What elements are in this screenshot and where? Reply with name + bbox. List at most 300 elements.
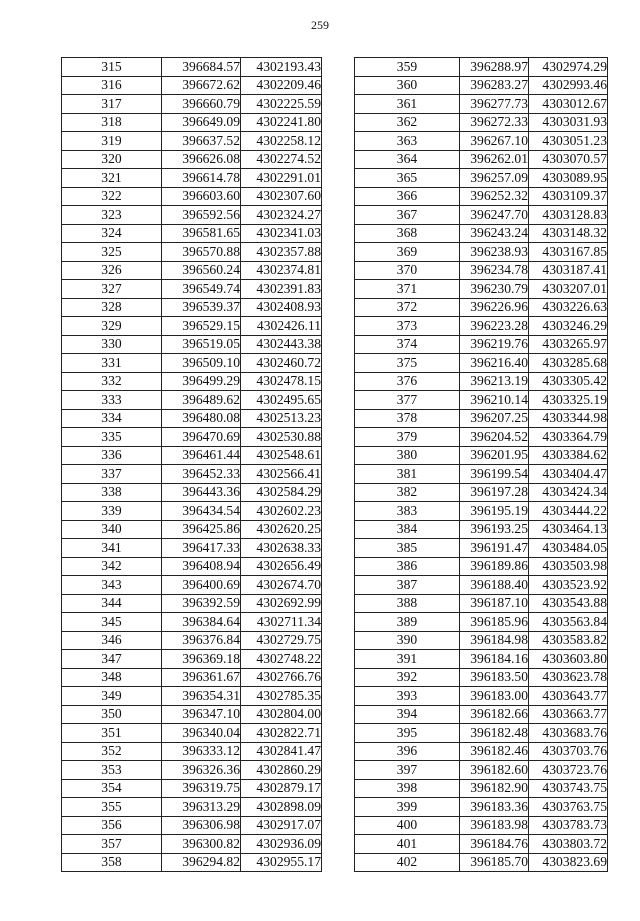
point-number-cell: 319 <box>62 132 162 151</box>
y-coordinate-cell: 4302460.72 <box>241 354 322 373</box>
table-row <box>355 58 608 77</box>
point-number-cell: 394 <box>355 705 460 724</box>
x-coordinate-cell: 396384.64 <box>162 613 241 632</box>
x-coordinate-cell: 396199.54 <box>460 465 529 484</box>
x-coordinate-cell: 396434.54 <box>162 502 241 521</box>
table-row <box>62 335 322 354</box>
point-number-cell: 375 <box>355 354 460 373</box>
x-coordinate-cell: 396257.09 <box>460 169 529 188</box>
table-row <box>355 724 608 743</box>
point-number-cell: 337 <box>62 465 162 484</box>
table-row <box>62 520 322 539</box>
point-number-cell: 384 <box>355 520 460 539</box>
y-coordinate-cell: 4303603.80 <box>529 650 608 669</box>
x-coordinate-cell: 396238.93 <box>460 243 529 262</box>
x-coordinate-cell: 396191.47 <box>460 539 529 558</box>
point-number-cell: 328 <box>62 298 162 317</box>
y-coordinate-cell: 4302241.80 <box>241 113 322 132</box>
x-coordinate-cell: 396185.70 <box>460 853 529 872</box>
point-number-cell: 372 <box>355 298 460 317</box>
table-row <box>355 853 608 872</box>
y-coordinate-cell: 4303763.75 <box>529 798 608 817</box>
y-coordinate-cell: 4303643.77 <box>529 687 608 706</box>
point-number-cell: 322 <box>62 187 162 206</box>
x-coordinate-cell: 396213.19 <box>460 372 529 391</box>
table-row <box>62 853 322 872</box>
y-coordinate-cell: 4302443.38 <box>241 335 322 354</box>
point-number-cell: 333 <box>62 391 162 410</box>
point-number-cell: 398 <box>355 779 460 798</box>
point-number-cell: 377 <box>355 391 460 410</box>
x-coordinate-cell: 396581.65 <box>162 224 241 243</box>
x-coordinate-cell: 396184.16 <box>460 650 529 669</box>
x-coordinate-cell: 396182.90 <box>460 779 529 798</box>
x-coordinate-cell: 396183.36 <box>460 798 529 817</box>
y-coordinate-cell: 4302584.29 <box>241 483 322 502</box>
x-coordinate-cell: 396184.76 <box>460 835 529 854</box>
x-coordinate-cell: 396182.60 <box>460 761 529 780</box>
table-row <box>62 95 322 114</box>
table-row <box>355 798 608 817</box>
y-coordinate-cell: 4302936.09 <box>241 835 322 854</box>
x-coordinate-cell: 396189.86 <box>460 557 529 576</box>
y-coordinate-cell: 4302602.23 <box>241 502 322 521</box>
table-row <box>62 113 322 132</box>
table-row <box>355 761 608 780</box>
x-coordinate-cell: 396452.33 <box>162 465 241 484</box>
point-number-cell: 329 <box>62 317 162 336</box>
point-number-cell: 326 <box>62 261 162 280</box>
coordinate-table-right <box>354 57 608 872</box>
y-coordinate-cell: 4303285.68 <box>529 354 608 373</box>
x-coordinate-cell: 396347.10 <box>162 705 241 724</box>
point-number-cell: 357 <box>62 835 162 854</box>
table-row <box>355 613 608 632</box>
point-number-cell: 392 <box>355 668 460 687</box>
point-number-cell: 399 <box>355 798 460 817</box>
point-number-cell: 387 <box>355 576 460 595</box>
y-coordinate-cell: 4303344.98 <box>529 409 608 428</box>
table-row <box>355 650 608 669</box>
y-coordinate-cell: 4303523.92 <box>529 576 608 595</box>
table-row <box>62 761 322 780</box>
point-number-cell: 353 <box>62 761 162 780</box>
table-row <box>355 76 608 95</box>
x-coordinate-cell: 396417.33 <box>162 539 241 558</box>
point-number-cell: 331 <box>62 354 162 373</box>
y-coordinate-cell: 4302620.25 <box>241 520 322 539</box>
y-coordinate-cell: 4302374.81 <box>241 261 322 280</box>
x-coordinate-cell: 396277.73 <box>460 95 529 114</box>
point-number-cell: 347 <box>62 650 162 669</box>
y-coordinate-cell: 4303623.78 <box>529 668 608 687</box>
y-coordinate-cell: 4302879.17 <box>241 779 322 798</box>
point-number-cell: 361 <box>355 95 460 114</box>
point-number-cell: 351 <box>62 724 162 743</box>
y-coordinate-cell: 4303051.23 <box>529 132 608 151</box>
x-coordinate-cell: 396637.52 <box>162 132 241 151</box>
y-coordinate-cell: 4302841.47 <box>241 742 322 761</box>
table-row <box>62 483 322 502</box>
x-coordinate-cell: 396283.27 <box>460 76 529 95</box>
x-coordinate-cell: 396216.40 <box>460 354 529 373</box>
x-coordinate-cell: 396361.67 <box>162 668 241 687</box>
table-row <box>62 631 322 650</box>
y-coordinate-cell: 4302530.88 <box>241 428 322 447</box>
x-coordinate-cell: 396182.66 <box>460 705 529 724</box>
table-row <box>355 95 608 114</box>
point-number-cell: 332 <box>62 372 162 391</box>
x-coordinate-cell: 396219.76 <box>460 335 529 354</box>
table-row <box>355 816 608 835</box>
table-row <box>355 705 608 724</box>
x-coordinate-cell: 396539.37 <box>162 298 241 317</box>
point-number-cell: 352 <box>62 742 162 761</box>
x-coordinate-cell: 396529.15 <box>162 317 241 336</box>
point-number-cell: 365 <box>355 169 460 188</box>
point-number-cell: 391 <box>355 650 460 669</box>
table-row <box>62 409 322 428</box>
point-number-cell: 348 <box>62 668 162 687</box>
table-row <box>355 502 608 521</box>
point-number-cell: 380 <box>355 446 460 465</box>
point-number-cell: 378 <box>355 409 460 428</box>
y-coordinate-cell: 4303031.93 <box>529 113 608 132</box>
point-number-cell: 402 <box>355 853 460 872</box>
table-row <box>355 298 608 317</box>
table-row <box>355 317 608 336</box>
y-coordinate-cell: 4303089.95 <box>529 169 608 188</box>
y-coordinate-cell: 4303246.29 <box>529 317 608 336</box>
table-row <box>355 169 608 188</box>
x-coordinate-cell: 396549.74 <box>162 280 241 299</box>
table-row <box>355 557 608 576</box>
table-row <box>62 243 322 262</box>
table-row <box>62 816 322 835</box>
y-coordinate-cell: 4302955.17 <box>241 853 322 872</box>
point-number-cell: 323 <box>62 206 162 225</box>
point-number-cell: 354 <box>62 779 162 798</box>
x-coordinate-cell: 396272.33 <box>460 113 529 132</box>
x-coordinate-cell: 396570.88 <box>162 243 241 262</box>
y-coordinate-cell: 4303783.73 <box>529 816 608 835</box>
x-coordinate-cell: 396288.97 <box>460 58 529 77</box>
y-coordinate-cell: 4302748.22 <box>241 650 322 669</box>
x-coordinate-cell: 396262.01 <box>460 150 529 169</box>
x-coordinate-cell: 396369.18 <box>162 650 241 669</box>
y-coordinate-cell: 4303663.77 <box>529 705 608 724</box>
y-coordinate-cell: 4303543.88 <box>529 594 608 613</box>
x-coordinate-cell: 396183.98 <box>460 816 529 835</box>
point-number-cell: 379 <box>355 428 460 447</box>
y-coordinate-cell: 4302513.23 <box>241 409 322 428</box>
x-coordinate-cell: 396319.75 <box>162 779 241 798</box>
point-number-cell: 342 <box>62 557 162 576</box>
y-coordinate-cell: 4302258.12 <box>241 132 322 151</box>
table-row <box>355 668 608 687</box>
y-coordinate-cell: 4302656.49 <box>241 557 322 576</box>
point-number-cell: 346 <box>62 631 162 650</box>
point-number-cell: 368 <box>355 224 460 243</box>
x-coordinate-cell: 396182.48 <box>460 724 529 743</box>
x-coordinate-cell: 396461.44 <box>162 446 241 465</box>
table-row <box>355 446 608 465</box>
y-coordinate-cell: 4302495.65 <box>241 391 322 410</box>
point-number-cell: 321 <box>62 169 162 188</box>
y-coordinate-cell: 4302822.71 <box>241 724 322 743</box>
table-row <box>62 224 322 243</box>
point-number-cell: 340 <box>62 520 162 539</box>
y-coordinate-cell: 4302638.33 <box>241 539 322 558</box>
x-coordinate-cell: 396187.10 <box>460 594 529 613</box>
x-coordinate-cell: 396326.36 <box>162 761 241 780</box>
y-coordinate-cell: 4302548.61 <box>241 446 322 465</box>
point-number-cell: 360 <box>355 76 460 95</box>
point-number-cell: 349 <box>62 687 162 706</box>
x-coordinate-cell: 396185.96 <box>460 613 529 632</box>
y-coordinate-cell: 4303167.85 <box>529 243 608 262</box>
point-number-cell: 339 <box>62 502 162 521</box>
y-coordinate-cell: 4303503.98 <box>529 557 608 576</box>
table-row <box>355 594 608 613</box>
y-coordinate-cell: 4303683.76 <box>529 724 608 743</box>
table-row <box>355 742 608 761</box>
table-row <box>355 372 608 391</box>
table-row <box>62 557 322 576</box>
table-row <box>355 631 608 650</box>
point-number-cell: 320 <box>62 150 162 169</box>
y-coordinate-cell: 4303207.01 <box>529 280 608 299</box>
point-number-cell: 327 <box>62 280 162 299</box>
x-coordinate-cell: 396184.98 <box>460 631 529 650</box>
table-row <box>62 58 322 77</box>
point-number-cell: 366 <box>355 187 460 206</box>
table-row <box>355 409 608 428</box>
table-row <box>62 650 322 669</box>
x-coordinate-cell: 396234.78 <box>460 261 529 280</box>
y-coordinate-cell: 4302729.75 <box>241 631 322 650</box>
table-row <box>62 502 322 521</box>
y-coordinate-cell: 4302225.59 <box>241 95 322 114</box>
x-coordinate-cell: 396195.19 <box>460 502 529 521</box>
y-coordinate-cell: 4302993.46 <box>529 76 608 95</box>
x-coordinate-cell: 396519.05 <box>162 335 241 354</box>
x-coordinate-cell: 396226.96 <box>460 298 529 317</box>
table-row <box>62 742 322 761</box>
table-row <box>355 687 608 706</box>
point-number-cell: 401 <box>355 835 460 854</box>
y-coordinate-cell: 4303424.34 <box>529 483 608 502</box>
point-number-cell: 341 <box>62 539 162 558</box>
coordinate-table-left <box>61 57 322 872</box>
point-number-cell: 376 <box>355 372 460 391</box>
table-row <box>355 187 608 206</box>
y-coordinate-cell: 4303364.79 <box>529 428 608 447</box>
y-coordinate-cell: 4303703.76 <box>529 742 608 761</box>
x-coordinate-cell: 396188.40 <box>460 576 529 595</box>
x-coordinate-cell: 396252.32 <box>460 187 529 206</box>
point-number-cell: 344 <box>62 594 162 613</box>
table-row <box>62 594 322 613</box>
x-coordinate-cell: 396201.95 <box>460 446 529 465</box>
table-row <box>355 261 608 280</box>
point-number-cell: 374 <box>355 335 460 354</box>
x-coordinate-cell: 396392.59 <box>162 594 241 613</box>
table-row <box>355 150 608 169</box>
point-number-cell: 345 <box>62 613 162 632</box>
point-number-cell: 325 <box>62 243 162 262</box>
y-coordinate-cell: 4302193.43 <box>241 58 322 77</box>
x-coordinate-cell: 396672.62 <box>162 76 241 95</box>
x-coordinate-cell: 396294.82 <box>162 853 241 872</box>
table-row <box>62 428 322 447</box>
table-row <box>355 335 608 354</box>
y-coordinate-cell: 4302766.76 <box>241 668 322 687</box>
x-coordinate-cell: 396470.69 <box>162 428 241 447</box>
point-number-cell: 359 <box>355 58 460 77</box>
table-row <box>62 187 322 206</box>
x-coordinate-cell: 396313.29 <box>162 798 241 817</box>
y-coordinate-cell: 4303404.47 <box>529 465 608 484</box>
table-row <box>355 243 608 262</box>
point-number-cell: 369 <box>355 243 460 262</box>
y-coordinate-cell: 4302804.00 <box>241 705 322 724</box>
table-row <box>355 280 608 299</box>
point-number-cell: 358 <box>62 853 162 872</box>
y-coordinate-cell: 4302917.07 <box>241 816 322 835</box>
point-number-cell: 397 <box>355 761 460 780</box>
point-number-cell: 385 <box>355 539 460 558</box>
y-coordinate-cell: 4302860.29 <box>241 761 322 780</box>
x-coordinate-cell: 396499.29 <box>162 372 241 391</box>
point-number-cell: 362 <box>355 113 460 132</box>
point-number-cell: 389 <box>355 613 460 632</box>
table-row <box>62 724 322 743</box>
table-row <box>62 687 322 706</box>
table-row <box>355 539 608 558</box>
table-row <box>62 613 322 632</box>
table-row <box>62 206 322 225</box>
x-coordinate-cell: 396197.28 <box>460 483 529 502</box>
point-number-cell: 367 <box>355 206 460 225</box>
table-row <box>355 779 608 798</box>
table-row <box>355 224 608 243</box>
y-coordinate-cell: 4302711.34 <box>241 613 322 632</box>
x-coordinate-cell: 396649.09 <box>162 113 241 132</box>
table-row <box>355 483 608 502</box>
x-coordinate-cell: 396333.12 <box>162 742 241 761</box>
y-coordinate-cell: 4302341.03 <box>241 224 322 243</box>
x-coordinate-cell: 396354.31 <box>162 687 241 706</box>
table-row <box>355 428 608 447</box>
y-coordinate-cell: 4302692.99 <box>241 594 322 613</box>
point-number-cell: 363 <box>355 132 460 151</box>
y-coordinate-cell: 4303583.82 <box>529 631 608 650</box>
table-row <box>62 798 322 817</box>
point-number-cell: 383 <box>355 502 460 521</box>
point-number-cell: 334 <box>62 409 162 428</box>
table-row <box>62 76 322 95</box>
y-coordinate-cell: 4302898.09 <box>241 798 322 817</box>
point-number-cell: 330 <box>62 335 162 354</box>
table-row <box>62 705 322 724</box>
x-coordinate-cell: 396210.14 <box>460 391 529 410</box>
y-coordinate-cell: 4302291.01 <box>241 169 322 188</box>
y-coordinate-cell: 4302408.93 <box>241 298 322 317</box>
x-coordinate-cell: 396425.86 <box>162 520 241 539</box>
x-coordinate-cell: 396443.36 <box>162 483 241 502</box>
x-coordinate-cell: 396408.94 <box>162 557 241 576</box>
y-coordinate-cell: 4303823.69 <box>529 853 608 872</box>
y-coordinate-cell: 4302785.35 <box>241 687 322 706</box>
table-row <box>62 539 322 558</box>
x-coordinate-cell: 396400.69 <box>162 576 241 595</box>
x-coordinate-cell: 396207.25 <box>460 409 529 428</box>
point-number-cell: 355 <box>62 798 162 817</box>
point-number-cell: 390 <box>355 631 460 650</box>
x-coordinate-cell: 396489.62 <box>162 391 241 410</box>
table-row <box>355 354 608 373</box>
table-row <box>355 576 608 595</box>
table-row <box>62 446 322 465</box>
y-coordinate-cell: 4303325.19 <box>529 391 608 410</box>
y-coordinate-cell: 4303464.13 <box>529 520 608 539</box>
x-coordinate-cell: 396509.10 <box>162 354 241 373</box>
x-coordinate-cell: 396267.10 <box>460 132 529 151</box>
table-row <box>62 465 322 484</box>
y-coordinate-cell: 4302566.41 <box>241 465 322 484</box>
x-coordinate-cell: 396614.78 <box>162 169 241 188</box>
y-coordinate-cell: 4302674.70 <box>241 576 322 595</box>
y-coordinate-cell: 4303226.63 <box>529 298 608 317</box>
x-coordinate-cell: 396603.60 <box>162 187 241 206</box>
y-coordinate-cell: 4302274.52 <box>241 150 322 169</box>
y-coordinate-cell: 4302974.29 <box>529 58 608 77</box>
y-coordinate-cell: 4303109.37 <box>529 187 608 206</box>
point-number-cell: 317 <box>62 95 162 114</box>
x-coordinate-cell: 396230.79 <box>460 280 529 299</box>
point-number-cell: 350 <box>62 705 162 724</box>
x-coordinate-cell: 396300.82 <box>162 835 241 854</box>
point-number-cell: 388 <box>355 594 460 613</box>
point-number-cell: 338 <box>62 483 162 502</box>
point-number-cell: 356 <box>62 816 162 835</box>
y-coordinate-cell: 4303187.41 <box>529 261 608 280</box>
table-row <box>355 113 608 132</box>
table-row <box>355 465 608 484</box>
y-coordinate-cell: 4303743.75 <box>529 779 608 798</box>
point-number-cell: 371 <box>355 280 460 299</box>
x-coordinate-cell: 396306.98 <box>162 816 241 835</box>
y-coordinate-cell: 4303384.62 <box>529 446 608 465</box>
table-row <box>62 391 322 410</box>
x-coordinate-cell: 396626.08 <box>162 150 241 169</box>
y-coordinate-cell: 4302357.88 <box>241 243 322 262</box>
x-coordinate-cell: 396243.24 <box>460 224 529 243</box>
x-coordinate-cell: 396193.25 <box>460 520 529 539</box>
y-coordinate-cell: 4303563.84 <box>529 613 608 632</box>
table-row <box>62 317 322 336</box>
y-coordinate-cell: 4302391.83 <box>241 280 322 299</box>
point-number-cell: 400 <box>355 816 460 835</box>
table-row <box>62 280 322 299</box>
x-coordinate-cell: 396592.56 <box>162 206 241 225</box>
table-row <box>62 298 322 317</box>
table-row <box>62 132 322 151</box>
x-coordinate-cell: 396183.50 <box>460 668 529 687</box>
page-number: 259 <box>311 18 329 32</box>
table-row <box>62 576 322 595</box>
